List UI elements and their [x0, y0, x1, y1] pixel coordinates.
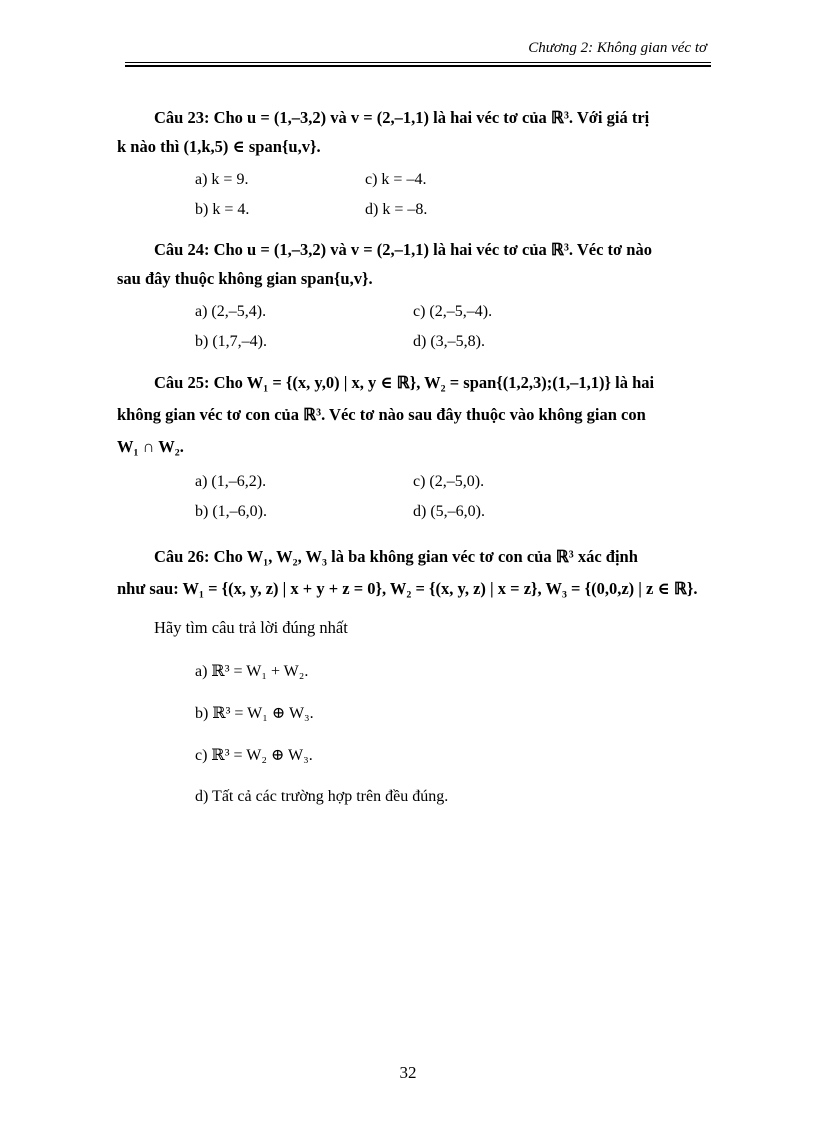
question-23-label: Câu 23:: [154, 108, 210, 127]
options-row: [195, 327, 759, 357]
page-content: [117, 103, 759, 818]
question-24-line-1: [117, 235, 759, 264]
option-d: d) (5,–6,0).: [413, 503, 485, 520]
question-25: [117, 367, 759, 463]
question-23-line-2: [117, 132, 759, 161]
question-23-line-1: [117, 103, 759, 132]
header-rule-thin: [125, 62, 711, 63]
question-26-line-2: [117, 573, 759, 605]
question-25-text-3: W₁ ∩ W₂.: [117, 437, 184, 456]
question-24-options: [195, 297, 759, 357]
question-26-instruction: Hãy tìm câu trả lời đúng nhất: [154, 618, 348, 637]
question-25-options: [195, 467, 759, 527]
options-row: [195, 467, 759, 497]
options-row: [195, 195, 759, 225]
option-c: c) ℝ³ = W₂ ⊕ W₃.: [195, 747, 313, 764]
question-24-text-1: Cho u = (1,–3,2) và v = (2,–1,1) là hai véc tơ của ℝ³. Véc tơ nào: [213, 240, 652, 259]
option-b: b) ℝ³ = W₁ ⊕ W₃.: [195, 705, 314, 722]
question-23-options: [195, 165, 759, 225]
header-rule-thick: [125, 65, 711, 67]
chapter-title: Chương 2: Không gian véc tơ: [528, 40, 707, 56]
question-26-text-2: như sau: W₁ = {(x, y, z) | x + y + z = 0}, W₂ = {(x, y, z) | x = z}, W₃ = {(0,0,z) | z ∈ ℝ}.: [117, 579, 698, 598]
page-header: [125, 40, 711, 67]
options-row: [195, 165, 759, 195]
question-23-text-1: Cho u = (1,–3,2) và v = (2,–1,1) là hai véc tơ của ℝ³. Với giá trị: [213, 108, 650, 127]
question-25-line-1: [117, 367, 759, 399]
question-26-instruction-line: [117, 613, 759, 642]
question-25-text-1: Cho W₁ = {(x, y,0) | x, y ∈ ℝ}, W₂ = span{(1,2,3);(1,–1,1)} là hai: [213, 373, 655, 392]
question-26: [117, 541, 759, 605]
question-23: [117, 103, 759, 161]
question-25-line-3: [117, 431, 759, 463]
question-26-options: [195, 650, 759, 818]
option-b: b) (1,–6,0).: [195, 503, 267, 520]
option-a: a) ℝ³ = W₁ + W₂.: [195, 663, 309, 680]
question-25-text-2: không gian véc tơ con của ℝ³. Véc tơ nào sau đây thuộc vào không gian con: [117, 405, 646, 424]
question-24-text-2: sau đây thuộc không gian span{u,v}.: [117, 269, 373, 288]
options-row: [195, 297, 759, 327]
question-25-line-2: [117, 399, 759, 431]
option-c: c) (2,–5,–4).: [413, 303, 493, 320]
question-24-label: Câu 24:: [154, 240, 210, 259]
option-d: d) Tất cả các trường hợp trên đều đúng.: [195, 788, 449, 805]
page-number: 32: [399, 1063, 417, 1082]
option-b: b) (1,7,–4).: [195, 333, 267, 350]
option-c: c) k = –4.: [365, 171, 427, 188]
option-a: a) k = 9.: [195, 171, 249, 188]
option-d: d) k = –8.: [365, 201, 428, 218]
question-25-label: Câu 25:: [154, 373, 210, 392]
option-d: d) (3,–5,8).: [413, 333, 485, 350]
option-a: a) (1,–6,2).: [195, 473, 267, 490]
question-24-line-2: [117, 264, 759, 293]
question-23-text-2: k nào thì (1,k,5) ∈ span{u,v}.: [117, 137, 321, 156]
question-26-text-1: Cho W₁, W₂, W₃ là ba không gian véc tơ con của ℝ³ xác định: [213, 547, 638, 566]
option-a: a) (2,–5,4).: [195, 303, 267, 320]
question-24: [117, 235, 759, 293]
question-26-line-1: [117, 541, 759, 573]
options-row: [195, 497, 759, 527]
question-26-label: Câu 26:: [154, 547, 210, 566]
option-b: b) k = 4.: [195, 201, 250, 218]
option-c: c) (2,–5,0).: [413, 473, 485, 490]
